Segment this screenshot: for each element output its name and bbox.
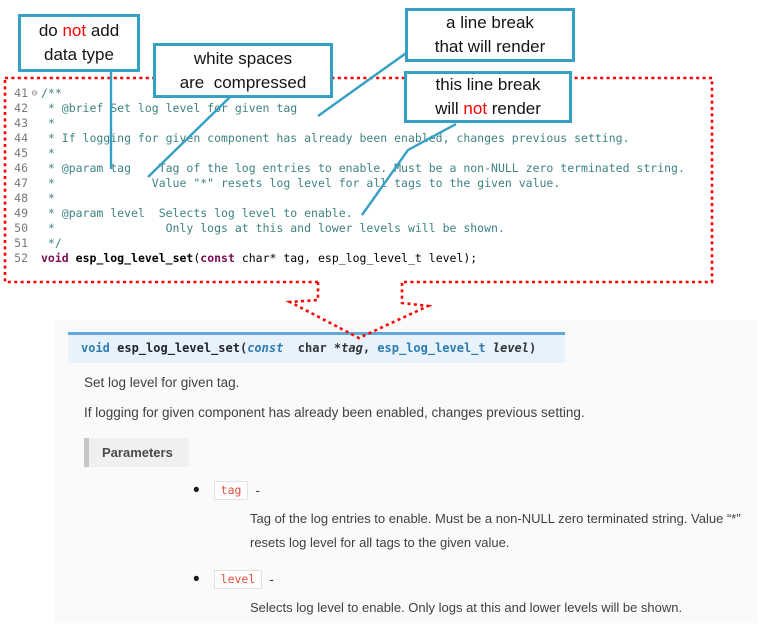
param-dash: - (255, 483, 260, 498)
callout-line: this line break (435, 75, 541, 94)
code-line (8, 146, 685, 161)
code-line-declaration (8, 251, 685, 266)
line-number: 41 (14, 86, 28, 100)
param-chip-level: level (214, 570, 263, 589)
sig-function-name: esp_log_level_set (117, 341, 240, 355)
sig-type-link[interactable]: esp_log_level_t (377, 341, 486, 355)
line-number: 49 (14, 206, 28, 220)
sig-star: * (326, 341, 342, 355)
code-line (8, 131, 685, 146)
callout-line: data type (44, 45, 114, 64)
line-number: 43 (14, 116, 28, 130)
code-line (8, 101, 685, 116)
sig-arg-tag: tag (341, 341, 363, 355)
emphasis-not: not (463, 99, 488, 118)
line-number: 46 (14, 161, 28, 175)
sig-arg-level: level (492, 341, 529, 355)
fold-spacer (28, 146, 41, 161)
code-editor (8, 86, 685, 266)
code-line (8, 116, 685, 131)
sig-gap (283, 341, 297, 355)
fold-spacer (28, 191, 41, 206)
line-number: 50 (14, 221, 28, 235)
fold-spacer (28, 206, 41, 221)
fold-spacer (28, 101, 41, 116)
detail-paragraph: If logging for given component has already been enabled, changes previous setting. (84, 405, 585, 420)
line-number: 48 (14, 191, 28, 205)
fold-collapse-icon[interactable]: ⊖ (31, 88, 38, 99)
line-number: 44 (14, 131, 28, 145)
param-item-level (193, 570, 274, 589)
code-text (69, 251, 76, 266)
function-signature-band (68, 332, 565, 363)
comment-text: * @param level Selects log level to enable. (41, 206, 353, 220)
comment-text: */ (41, 236, 62, 250)
code-line (8, 206, 685, 221)
callout-line: do not add (38, 21, 120, 40)
param-item-tag (193, 481, 260, 500)
param-chip-tag: tag (214, 481, 249, 500)
code-line (8, 161, 685, 176)
bullet-icon: • (193, 479, 200, 501)
comment-text: * @param tag Tag of the log entries to enable. Must be a non-NULL zero terminated string. (41, 161, 685, 175)
fold-spacer (28, 131, 41, 146)
sig-paren-close: ) (529, 341, 537, 355)
code-line (8, 221, 685, 236)
comment-text: /** (41, 86, 62, 100)
sig-const-keyword: const (247, 341, 284, 355)
code-line (8, 176, 685, 191)
callout-line: a line break (446, 13, 534, 32)
brief-paragraph: Set log level for given tag. (84, 375, 240, 390)
rendered-doc-panel (55, 320, 757, 623)
line-number: 51 (14, 236, 28, 250)
keyword-const: const (200, 251, 235, 265)
comment-text: * Only logs at this and lower levels will be shown. (41, 221, 505, 235)
sig-comma: , (362, 341, 378, 355)
fold-spacer (28, 251, 41, 266)
line-number: 52 (14, 251, 28, 265)
sig-return-type: void (81, 341, 118, 355)
sig-space (486, 341, 493, 355)
param-dash: - (269, 572, 274, 587)
fold-spacer (28, 236, 41, 251)
callout-line: will not render (435, 99, 541, 118)
line-number: 45 (14, 146, 28, 160)
callout-white-spaces-compressed (153, 43, 333, 98)
comment-text: * If logging for given component has already been enabled, changes previous setting. (41, 131, 630, 145)
code-text: char* tag, esp_log_level_t level); (234, 251, 478, 265)
callout-line-break-renders (405, 8, 575, 62)
comment-text: * Value "*" resets log level for all tags to the given value. (41, 176, 561, 190)
fold-spacer (28, 116, 41, 131)
code-text: ( (193, 251, 201, 265)
callout-do-not-add-data-type (18, 14, 140, 72)
callout-line: are compressed (179, 72, 307, 92)
comment-text: * (41, 146, 55, 160)
param-desc-tag: Tag of the log entries to enable. Must be a non-NULL zero terminated string. Value “*” resets log level for all tags to the given value. (250, 511, 741, 550)
parameters-header: Parameters (84, 438, 189, 467)
fold-spacer (28, 221, 41, 236)
fold-spacer (28, 176, 41, 191)
comment-text: * (41, 116, 55, 130)
comment-text: * (41, 191, 55, 205)
emphasis-not: not (62, 21, 87, 40)
fold-spacer (28, 161, 41, 176)
line-number: 42 (14, 101, 28, 115)
code-line (8, 191, 685, 206)
bullet-icon: • (193, 568, 200, 590)
param-desc-level: Selects log level to enable. Only logs at this and lower levels will be shown. (250, 600, 683, 615)
sig-char-type: char (297, 341, 327, 355)
callout-line: white spaces (193, 48, 293, 68)
sig-paren: ( (239, 341, 248, 355)
callout-line: that will render (434, 37, 546, 56)
line-number: 47 (14, 176, 28, 190)
function-name: esp_log_level_set (75, 251, 194, 265)
code-line (8, 236, 685, 251)
comment-text: * @brief Set log level for given tag (41, 101, 298, 115)
code-line (8, 86, 685, 101)
keyword-void: void (41, 251, 69, 265)
callout-line-break-not-render (404, 71, 572, 123)
